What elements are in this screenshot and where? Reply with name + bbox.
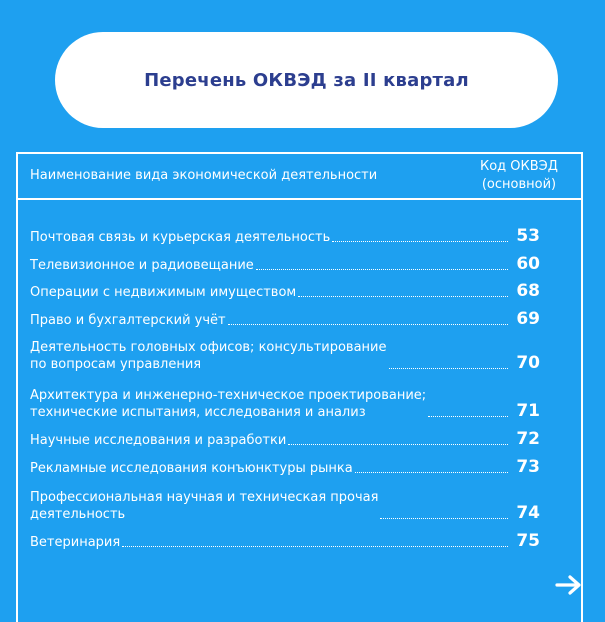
row-name: Деятельность головных офисов; консультирование по вопросам управления	[30, 340, 387, 372]
table-row	[30, 373, 540, 421]
title-pill	[55, 32, 558, 128]
dot-leader	[332, 241, 508, 242]
header-okved-code: Код ОКВЭД (основной)	[480, 159, 558, 192]
dot-leader	[355, 472, 508, 473]
row-name: Почтовая связь и курьерская деятельность	[30, 230, 331, 245]
table-row	[30, 274, 540, 301]
table-row	[30, 477, 540, 523]
dot-leader	[288, 444, 508, 445]
row-name: Научные исследования и разработки	[30, 433, 287, 448]
table-row	[30, 218, 540, 246]
row-code: 73	[516, 457, 540, 477]
dot-leader	[122, 546, 508, 547]
table-rows	[30, 218, 540, 551]
row-code: 68	[516, 281, 540, 301]
row-code: 75	[516, 531, 540, 551]
table-row	[30, 523, 540, 551]
row-code: 70	[516, 353, 540, 373]
table-row	[30, 421, 540, 449]
row-name: Ветеринария	[30, 535, 121, 550]
row-code: 60	[516, 254, 540, 274]
row-code: 72	[516, 429, 540, 449]
table-row	[30, 301, 540, 329]
row-code: 53	[516, 226, 540, 246]
row-name: Телевизионное и радиовещание	[30, 258, 254, 273]
table-row	[30, 329, 540, 373]
row-code: 74	[516, 503, 540, 523]
row-code: 71	[516, 401, 540, 421]
row-name: Операции с недвижимым имуществом	[30, 285, 297, 300]
dot-leader	[228, 324, 508, 325]
row-code: 69	[516, 309, 540, 329]
table-row	[30, 246, 540, 274]
arrow-right-icon[interactable]	[555, 575, 583, 595]
table-row	[30, 449, 540, 477]
row-name: Профессиональная научная и техническая прочая деятельность	[30, 490, 379, 522]
dot-leader	[298, 296, 508, 297]
header-activity-name: Наименование вида экономической деятельности	[30, 168, 378, 183]
okved-table	[16, 152, 583, 622]
row-name: Рекламные исследования конъюнктуры рынка	[30, 461, 353, 476]
dot-leader	[256, 269, 508, 270]
page-title: Перечень ОКВЭД за II квартал	[144, 69, 469, 91]
table-header	[18, 154, 581, 200]
row-name: Право и бухгалтерский учёт	[30, 313, 226, 328]
dot-leader	[389, 368, 509, 369]
dot-leader	[428, 416, 508, 417]
row-name: Архитектура и инженерно-техническое проектирование; технические испытания, исследования и анализ	[30, 388, 427, 420]
arrow-right-icon-svg	[555, 575, 583, 595]
dot-leader	[380, 518, 508, 519]
